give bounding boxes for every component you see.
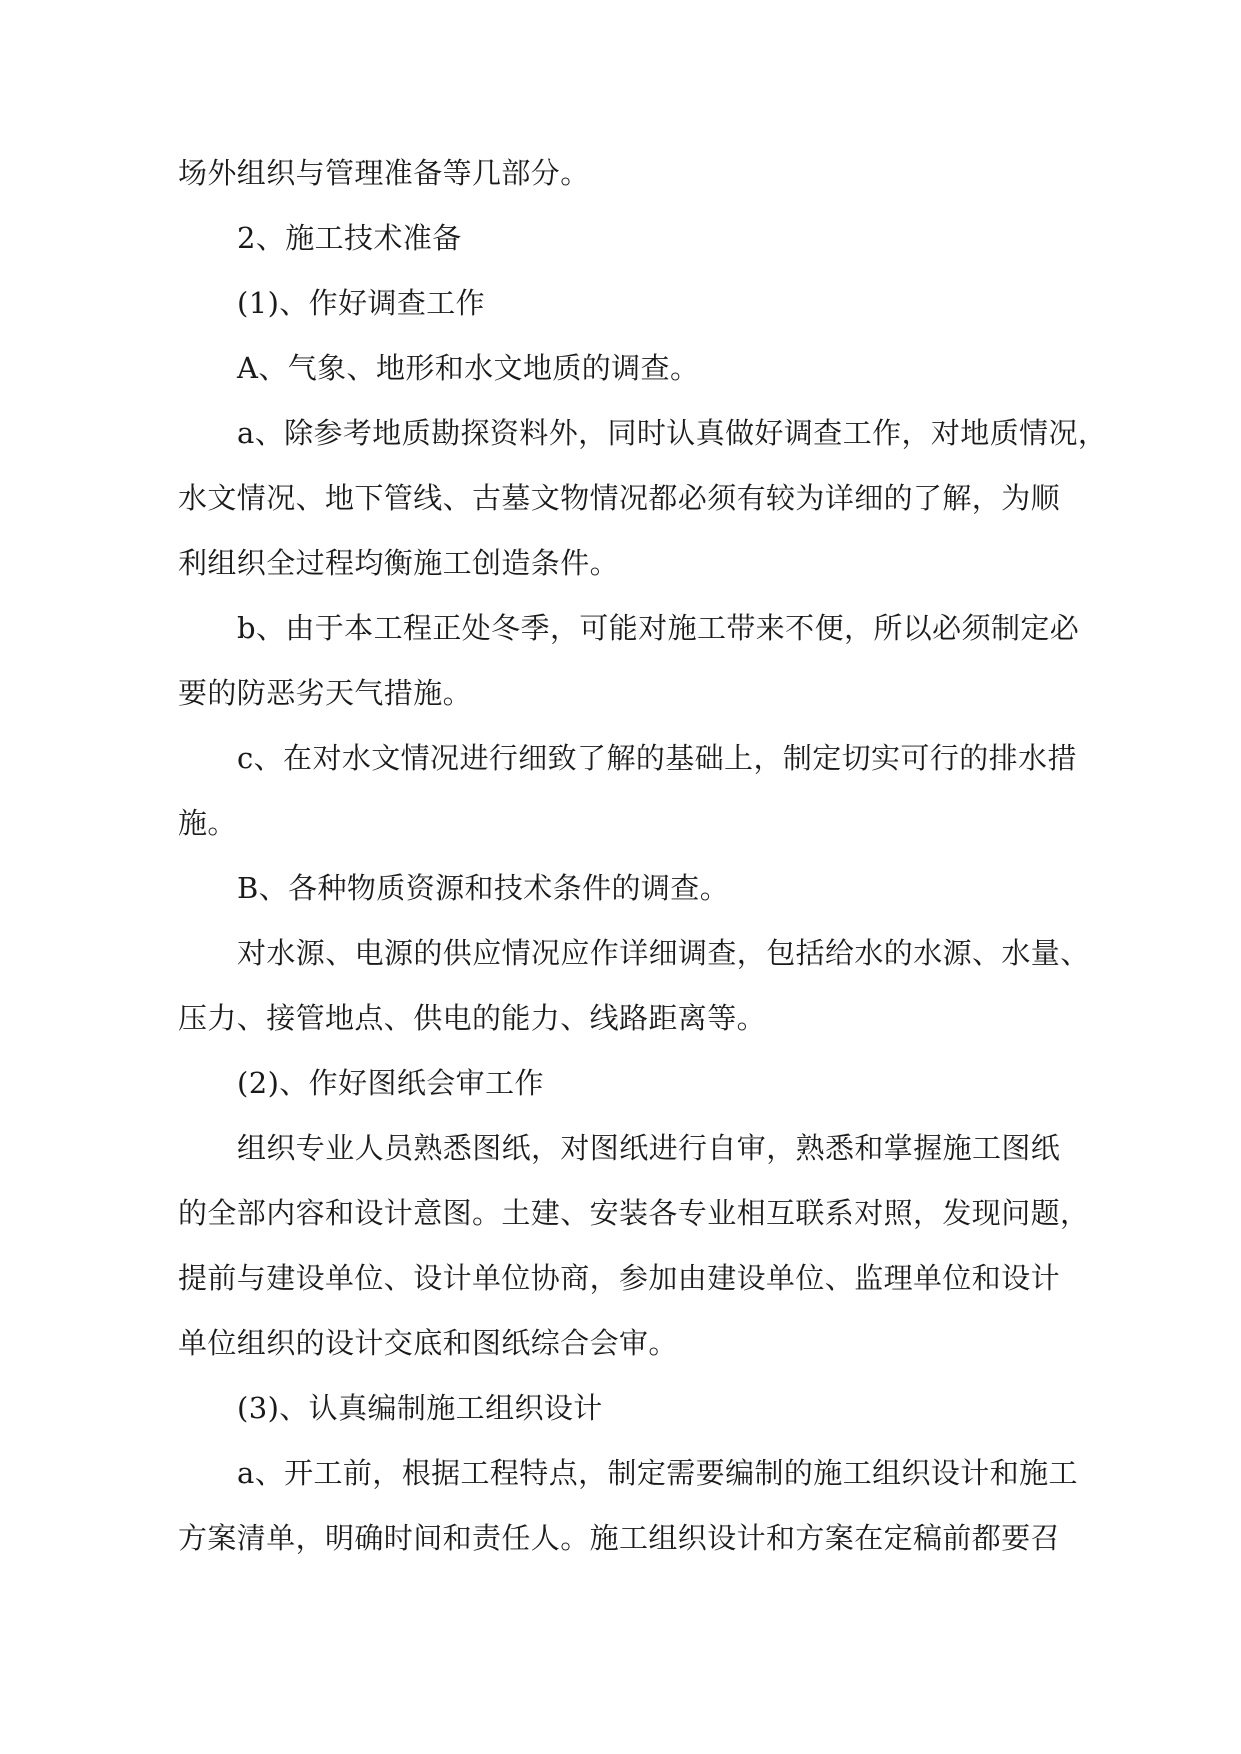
text-line: 水文情况、地下管线、古墓文物情况都必须有较为详细的了解，为顺 xyxy=(178,481,1061,515)
text-line: 的全部内容和设计意图。土建、安装各专业相互联系对照，发现问题， xyxy=(178,1196,1090,1230)
text-line: 压力、接管地点、供电的能力、线路距离等。 xyxy=(178,1001,767,1035)
text-line: a、开工前，根据工程特点，制定需要编制的施工组织设计和施工 xyxy=(237,1456,1078,1490)
text-line: 要的防恶劣天气措施。 xyxy=(178,676,473,710)
text-line: 施。 xyxy=(178,806,237,840)
text-line: 单位组织的设计交底和图纸综合会审。 xyxy=(178,1326,678,1360)
text-line: b、由于本工程正处冬季，可能对施工带来不便，所以必须制定必 xyxy=(237,611,1080,645)
text-line: 对水源、电源的供应情况应作详细调查，包括给水的水源、水量、 xyxy=(237,936,1090,970)
text-line: 利组织全过程均衡施工创造条件。 xyxy=(178,546,620,580)
document-body xyxy=(178,141,1108,1571)
text-line: c、在对水文情况进行细致了解的基础上，制定切实可行的排水措 xyxy=(237,741,1077,775)
text-line: (3)、认真编制施工组织设计 xyxy=(237,1391,603,1425)
text-line: B、各种物质资源和技术条件的调查。 xyxy=(237,871,730,905)
text-line: 组织专业人员熟悉图纸，对图纸进行自审，熟悉和掌握施工图纸 xyxy=(237,1131,1061,1165)
text-line: a、除参考地质勘探资料外，同时认真做好调查工作，对地质情况， xyxy=(237,416,1108,450)
text-line: A、气象、地形和水文地质的调查。 xyxy=(237,351,700,385)
text-line: 场外组织与管理准备等几部分。 xyxy=(178,156,590,190)
text-line: 2、施工技术准备 xyxy=(237,221,462,255)
text-line: (2)、作好图纸会审工作 xyxy=(237,1066,544,1100)
text-line: 提前与建设单位、设计单位协商，参加由建设单位、监理单位和设计 xyxy=(178,1261,1061,1295)
text-line: 方案清单，明确时间和责任人。施工组织设计和方案在定稿前都要召 xyxy=(178,1521,1061,1555)
text-line: (1)、作好调查工作 xyxy=(237,286,486,320)
